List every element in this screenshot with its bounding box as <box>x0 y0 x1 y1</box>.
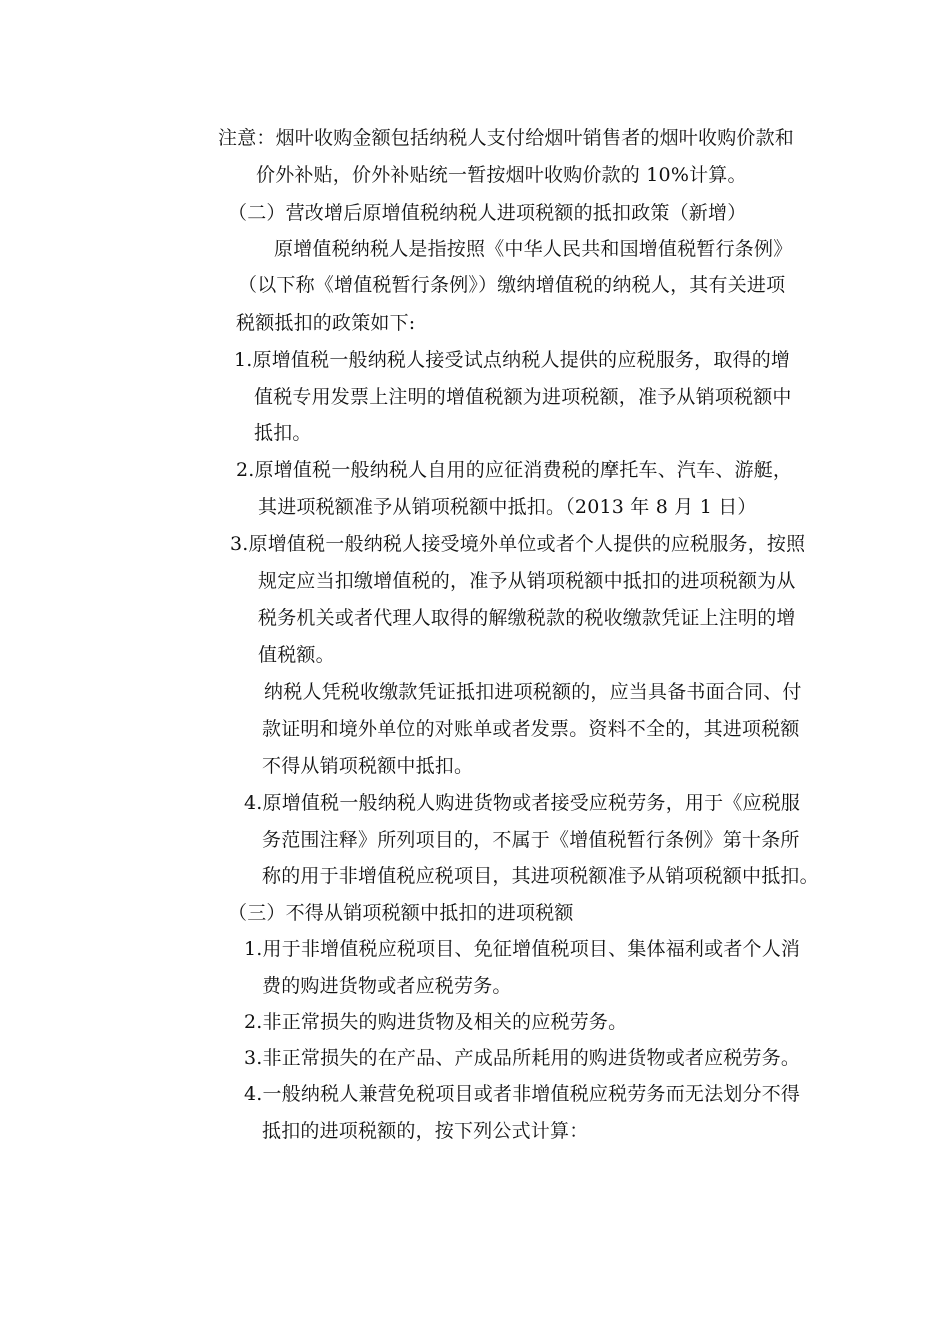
text-line: 抵扣的进项税额的，按下列公式计算： <box>262 1120 589 1142</box>
text-line: 价外补贴，价外补贴统一暂按烟叶收购价款的 10%计算。 <box>256 164 747 186</box>
text-line: 值税额。 <box>258 644 335 666</box>
text-line: 务范围注释》所列项目的，不属于《增值税暂行条例》第十条所 <box>262 829 800 851</box>
list-item: 2.非正常损失的购进货物及相关的应税劳务。 <box>244 1011 628 1033</box>
text-line: 其进项税额准予从销项税额中抵扣。（2013 年 8 月 1 日） <box>258 496 757 518</box>
list-item: 3.原增值税一般纳税人接受境外单位或者个人提供的应税服务，按照 <box>230 533 806 555</box>
text-line: 原增值税纳税人是指按照《中华人民共和国增值税暂行条例》 <box>274 238 793 260</box>
text-line: 税务机关或者代理人取得的解缴税款的税收缴款凭证上注明的增 <box>258 607 796 629</box>
text-line: 规定应当扣缴增值税的，准予从销项税额中抵扣的进项税额为从 <box>258 570 796 592</box>
section-heading: （二）营改增后原增值税纳税人进项税额的抵扣政策（新增） <box>228 202 747 224</box>
list-item: 1.用于非增值税应税项目、免征增值税项目、集体福利或者个人消 <box>244 938 801 960</box>
list-item: 1.原增值税一般纳税人接受试点纳税人提供的应税服务，取得的增 <box>234 349 791 371</box>
text-line: 费的购进货物或者应税劳务。 <box>262 975 512 997</box>
text-line: 款证明和境外单位的对账单或者发票。资料不全的，其进项税额 <box>262 718 800 740</box>
text-line: 值税专用发票上注明的增值税额为进项税额，准予从销项税额中 <box>254 386 792 408</box>
text-line: 税额抵扣的政策如下: <box>236 312 416 334</box>
list-item: 4.原增值税一般纳税人购进货物或者接受应税劳务，用于《应税服 <box>244 792 801 814</box>
list-item: 3.非正常损失的在产品、产成品所耗用的购进货物或者应税劳务。 <box>244 1047 801 1069</box>
text-line: 纳税人凭税收缴款凭证抵扣进项税额的，应当具备书面合同、付 <box>264 681 802 703</box>
text-line: （以下称《增值税暂行条例》）缴纳增值税的纳税人，其有关进项 <box>238 274 786 296</box>
text-line: 不得从销项税额中抵扣。 <box>262 755 474 777</box>
list-item: 2.原增值税一般纳税人自用的应征消费税的摩托车、汽车、游艇， <box>236 459 793 481</box>
list-item: 4.一般纳税人兼营免税项目或者非增值税应税劳务而无法划分不得 <box>244 1083 801 1105</box>
section-heading: （三）不得从销项税额中抵扣的进项税额 <box>228 902 574 924</box>
text-line: 称的用于非增值税应税项目，其进项税额准予从销项税额中抵扣。 <box>262 865 819 887</box>
text-line: 注意：烟叶收购金额包括纳税人支付给烟叶销售者的烟叶收购价款和 <box>218 127 795 149</box>
text-line: 抵扣。 <box>254 422 312 444</box>
